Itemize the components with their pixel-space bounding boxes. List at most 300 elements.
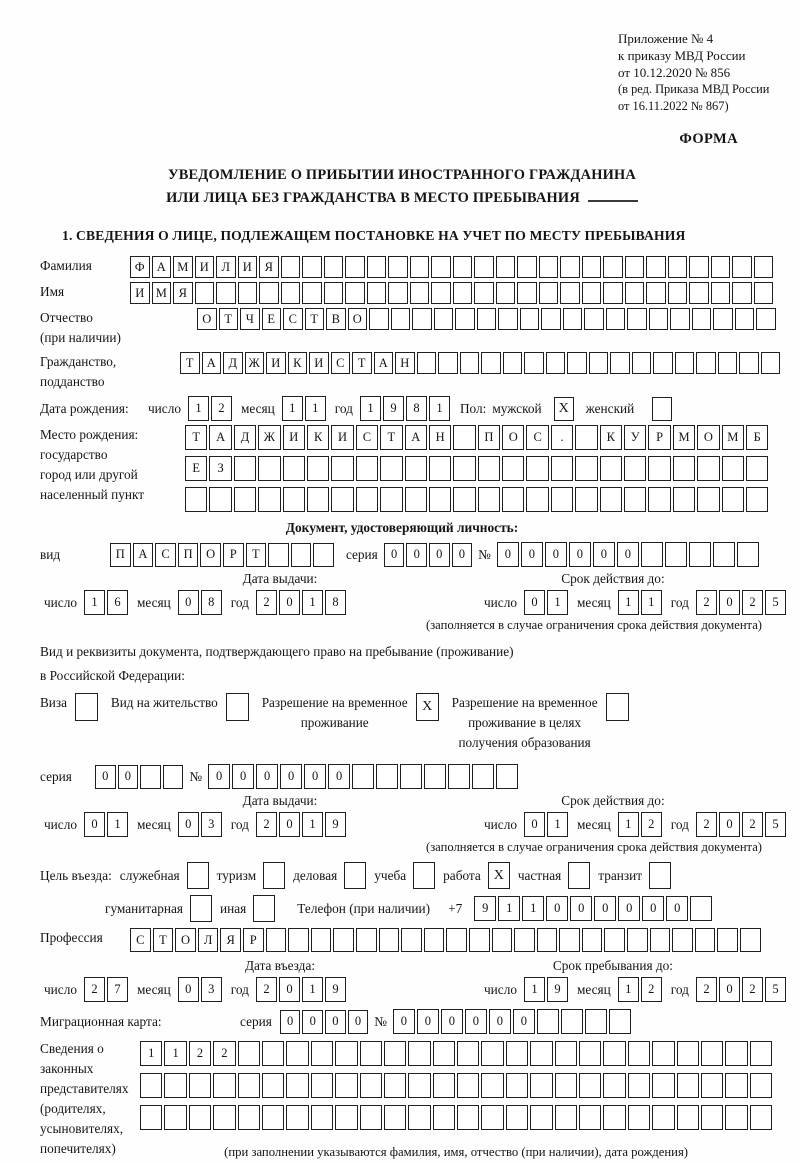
char-cell[interactable]: 0 [232,764,254,789]
char-cell[interactable] [238,1105,260,1130]
char-cell[interactable]: 1 [522,896,544,921]
char-cell[interactable]: Е [262,308,282,330]
char-cell[interactable] [259,282,279,304]
char-cell[interactable]: О [697,425,719,450]
purpose-option-checkbox[interactable] [568,862,590,889]
char-cell[interactable]: 0 [441,1009,463,1034]
char-cell[interactable] [367,282,387,304]
char-cell[interactable]: 0 [406,543,427,567]
char-cell[interactable]: 2 [256,590,277,615]
char-cell[interactable] [481,1041,503,1066]
char-cell[interactable] [648,487,670,512]
char-cell[interactable] [335,1073,357,1098]
char-cell[interactable] [380,487,402,512]
char-cell[interactable] [331,456,353,481]
sex-female-checkbox[interactable] [652,397,672,421]
char-cell[interactable] [649,308,669,330]
char-cell[interactable]: С [283,308,303,330]
char-cell[interactable]: 9 [547,977,568,1002]
char-cell[interactable]: О [348,308,368,330]
char-cell[interactable] [673,487,695,512]
char-cell[interactable]: Д [223,352,243,374]
char-cell[interactable] [735,308,755,330]
char-cell[interactable] [546,352,566,374]
char-cell[interactable]: 0 [593,542,615,567]
char-cell[interactable] [603,256,623,278]
char-cell[interactable] [754,256,774,278]
char-cell[interactable] [517,256,537,278]
char-cell[interactable]: 0 [208,764,230,789]
char-cell[interactable] [750,1105,772,1130]
char-cell[interactable] [697,487,719,512]
char-cell[interactable] [582,928,603,952]
char-cell[interactable] [352,764,374,789]
char-cell[interactable] [291,543,312,567]
char-cell[interactable] [424,764,446,789]
char-cell[interactable] [524,352,544,374]
char-cell[interactable]: 0 [489,1009,511,1034]
char-cell[interactable] [367,256,387,278]
char-cell[interactable] [213,1105,235,1130]
char-cell[interactable] [560,256,580,278]
char-cell[interactable]: Р [243,928,264,952]
char-cell[interactable]: К [307,425,329,450]
char-cell[interactable] [579,1041,601,1066]
char-cell[interactable]: Я [259,256,279,278]
char-cell[interactable] [761,352,781,374]
char-cell[interactable]: Я [220,928,241,952]
char-cell[interactable] [335,1105,357,1130]
char-cell[interactable]: 5 [765,977,786,1002]
char-cell[interactable] [469,928,490,952]
purpose-option-checkbox[interactable] [413,862,435,889]
char-cell[interactable]: Л [198,928,219,952]
char-cell[interactable] [234,487,256,512]
char-cell[interactable] [234,456,256,481]
char-cell[interactable] [434,308,454,330]
char-cell[interactable] [400,764,422,789]
char-cell[interactable] [603,1073,625,1098]
char-cell[interactable] [492,928,513,952]
char-cell[interactable]: Т [180,352,200,374]
char-cell[interactable] [478,487,500,512]
char-cell[interactable] [575,487,597,512]
residence-option-checkbox[interactable] [606,693,629,721]
char-cell[interactable]: П [478,425,500,450]
purpose-option-checkbox[interactable] [344,862,366,889]
char-cell[interactable]: 0 [546,896,568,921]
char-cell[interactable] [677,1073,699,1098]
char-cell[interactable] [311,1105,333,1130]
char-cell[interactable] [286,1041,308,1066]
char-cell[interactable] [384,1041,406,1066]
char-cell[interactable] [559,928,580,952]
residence-option-checkbox[interactable] [75,693,98,721]
char-cell[interactable] [433,1073,455,1098]
sex-male-checkbox[interactable]: X [554,397,574,421]
char-cell[interactable]: И [130,282,150,304]
char-cell[interactable] [537,928,558,952]
char-cell[interactable] [379,928,400,952]
char-cell[interactable] [625,256,645,278]
char-cell[interactable]: 0 [429,543,450,567]
char-cell[interactable]: 2 [742,590,763,615]
char-cell[interactable] [345,256,365,278]
char-cell[interactable]: С [331,352,351,374]
char-cell[interactable]: 9 [383,396,404,421]
char-cell[interactable]: 9 [474,896,496,921]
char-cell[interactable] [429,487,451,512]
char-cell[interactable] [701,1073,723,1098]
char-cell[interactable] [283,456,305,481]
char-cell[interactable] [209,487,231,512]
char-cell[interactable]: Т [219,308,239,330]
char-cell[interactable] [732,256,752,278]
char-cell[interactable]: 0 [95,765,116,789]
char-cell[interactable] [648,456,670,481]
char-cell[interactable]: 0 [280,1010,301,1034]
char-cell[interactable]: О [502,425,524,450]
char-cell[interactable] [286,1105,308,1130]
purpose-option-checkbox[interactable]: X [488,862,510,889]
char-cell[interactable] [307,487,329,512]
char-cell[interactable] [652,1073,674,1098]
char-cell[interactable]: И [331,425,353,450]
char-cell[interactable]: Б [746,425,768,450]
char-cell[interactable]: 0 [118,765,139,789]
char-cell[interactable] [410,256,430,278]
char-cell[interactable] [737,542,759,567]
char-cell[interactable] [302,282,322,304]
char-cell[interactable]: 2 [696,812,717,837]
char-cell[interactable]: 0 [594,896,616,921]
char-cell[interactable] [324,256,344,278]
char-cell[interactable] [433,1041,455,1066]
char-cell[interactable] [345,282,365,304]
char-cell[interactable] [216,282,236,304]
char-cell[interactable] [517,282,537,304]
char-cell[interactable] [689,282,709,304]
char-cell[interactable] [311,1041,333,1066]
char-cell[interactable] [438,352,458,374]
char-cell[interactable] [582,256,602,278]
char-cell[interactable] [650,928,671,952]
char-cell[interactable] [756,308,776,330]
char-cell[interactable]: 0 [521,542,543,567]
char-cell[interactable]: 2 [641,977,662,1002]
char-cell[interactable] [453,456,475,481]
char-cell[interactable] [185,487,207,512]
char-cell[interactable]: Ж [258,425,280,450]
char-cell[interactable] [281,282,301,304]
char-cell[interactable]: А [209,425,231,450]
char-cell[interactable]: 2 [256,812,277,837]
char-cell[interactable] [453,425,475,450]
char-cell[interactable]: 0 [524,590,545,615]
char-cell[interactable] [555,1105,577,1130]
char-cell[interactable] [163,765,184,789]
char-cell[interactable]: И [266,352,286,374]
char-cell[interactable] [627,928,648,952]
char-cell[interactable]: 1 [302,590,323,615]
char-cell[interactable] [646,256,666,278]
char-cell[interactable] [503,352,523,374]
char-cell[interactable] [722,487,744,512]
char-cell[interactable] [652,1041,674,1066]
char-cell[interactable] [307,456,329,481]
char-cell[interactable]: П [178,543,199,567]
char-cell[interactable] [164,1105,186,1130]
char-cell[interactable] [530,1105,552,1130]
char-cell[interactable] [502,456,524,481]
char-cell[interactable]: 1 [360,396,381,421]
purpose-option-checkbox[interactable] [190,895,212,922]
char-cell[interactable] [268,543,289,567]
char-cell[interactable] [457,1105,479,1130]
char-cell[interactable]: О [197,308,217,330]
char-cell[interactable] [514,928,535,952]
char-cell[interactable]: 1 [107,812,128,837]
char-cell[interactable]: 2 [189,1041,211,1066]
char-cell[interactable] [474,282,494,304]
char-cell[interactable] [725,1041,747,1066]
char-cell[interactable]: 0 [465,1009,487,1034]
char-cell[interactable]: 0 [545,542,567,567]
char-cell[interactable]: 0 [279,977,300,1002]
char-cell[interactable] [701,1105,723,1130]
char-cell[interactable] [506,1105,528,1130]
purpose-option-checkbox[interactable] [263,862,285,889]
char-cell[interactable] [502,487,524,512]
char-cell[interactable]: Ф [130,256,150,278]
char-cell[interactable] [391,308,411,330]
char-cell[interactable] [446,928,467,952]
char-cell[interactable]: Т [352,352,372,374]
char-cell[interactable]: 0 [393,1009,415,1034]
char-cell[interactable] [701,1041,723,1066]
char-cell[interactable] [140,1105,162,1130]
char-cell[interactable] [506,1073,528,1098]
char-cell[interactable] [388,282,408,304]
char-cell[interactable] [584,308,604,330]
residence-option-checkbox[interactable] [226,693,249,721]
char-cell[interactable] [526,456,548,481]
char-cell[interactable] [646,282,666,304]
char-cell[interactable]: 0 [513,1009,535,1034]
char-cell[interactable]: А [374,352,394,374]
char-cell[interactable] [453,256,473,278]
char-cell[interactable]: 9 [325,812,346,837]
char-cell[interactable] [539,256,559,278]
char-cell[interactable]: А [152,256,172,278]
char-cell[interactable] [689,256,709,278]
char-cell[interactable]: Н [395,352,415,374]
char-cell[interactable] [668,282,688,304]
char-cell[interactable] [697,456,719,481]
char-cell[interactable]: 1 [164,1041,186,1066]
char-cell[interactable]: Л [216,256,236,278]
char-cell[interactable] [561,1009,583,1034]
char-cell[interactable] [739,352,759,374]
char-cell[interactable] [675,352,695,374]
char-cell[interactable]: 2 [256,977,277,1002]
char-cell[interactable] [603,1105,625,1130]
char-cell[interactable]: 0 [570,896,592,921]
char-cell[interactable] [725,1105,747,1130]
char-cell[interactable]: А [133,543,154,567]
char-cell[interactable] [481,352,501,374]
char-cell[interactable] [711,256,731,278]
char-cell[interactable] [288,928,309,952]
char-cell[interactable] [750,1073,772,1098]
char-cell[interactable]: Ж [245,352,265,374]
char-cell[interactable]: 0 [719,977,740,1002]
char-cell[interactable] [140,765,161,789]
char-cell[interactable]: 1 [188,396,209,421]
char-cell[interactable] [408,1041,430,1066]
char-cell[interactable]: 3 [201,977,222,1002]
char-cell[interactable] [356,928,377,952]
char-cell[interactable] [481,1073,503,1098]
char-cell[interactable]: А [405,425,427,450]
char-cell[interactable] [603,282,623,304]
char-cell[interactable] [722,456,744,481]
char-cell[interactable] [665,542,687,567]
char-cell[interactable] [496,282,516,304]
char-cell[interactable]: О [200,543,221,567]
char-cell[interactable]: 0 [617,542,639,567]
char-cell[interactable] [585,1009,607,1034]
char-cell[interactable]: 0 [719,590,740,615]
char-cell[interactable] [579,1105,601,1130]
char-cell[interactable] [424,928,445,952]
char-cell[interactable] [625,282,645,304]
char-cell[interactable]: В [326,308,346,330]
char-cell[interactable] [582,282,602,304]
char-cell[interactable] [311,928,332,952]
char-cell[interactable]: 1 [618,590,639,615]
char-cell[interactable]: 1 [618,977,639,1002]
purpose-option-checkbox[interactable] [649,862,671,889]
char-cell[interactable] [335,1041,357,1066]
char-cell[interactable]: 8 [201,590,222,615]
char-cell[interactable] [624,487,646,512]
char-cell[interactable]: У [624,425,646,450]
char-cell[interactable]: 8 [325,590,346,615]
char-cell[interactable] [460,352,480,374]
char-cell[interactable] [711,282,731,304]
char-cell[interactable] [555,1073,577,1098]
char-cell[interactable]: 0 [280,764,302,789]
char-cell[interactable]: 0 [279,590,300,615]
char-cell[interactable]: 2 [742,977,763,1002]
char-cell[interactable] [457,1041,479,1066]
char-cell[interactable] [388,256,408,278]
char-cell[interactable] [652,1105,674,1130]
char-cell[interactable] [401,928,422,952]
char-cell[interactable]: И [238,256,258,278]
char-cell[interactable]: О [175,928,196,952]
char-cell[interactable] [750,1041,772,1066]
char-cell[interactable]: 1 [140,1041,162,1066]
char-cell[interactable] [530,1041,552,1066]
char-cell[interactable] [412,308,432,330]
char-cell[interactable]: М [173,256,193,278]
char-cell[interactable]: М [673,425,695,450]
char-cell[interactable] [405,487,427,512]
char-cell[interactable] [333,928,354,952]
char-cell[interactable]: Т [380,425,402,450]
char-cell[interactable]: С [155,543,176,567]
char-cell[interactable]: Е [185,456,207,481]
char-cell[interactable] [238,282,258,304]
char-cell[interactable]: 7 [107,977,128,1002]
char-cell[interactable] [455,308,475,330]
char-cell[interactable] [360,1073,382,1098]
char-cell[interactable] [266,928,287,952]
char-cell[interactable] [718,352,738,374]
char-cell[interactable]: А [202,352,222,374]
char-cell[interactable] [431,256,451,278]
char-cell[interactable]: Т [246,543,267,567]
char-cell[interactable]: 1 [524,977,545,1002]
char-cell[interactable] [746,456,768,481]
char-cell[interactable]: 2 [213,1041,235,1066]
char-cell[interactable]: Ч [240,308,260,330]
char-cell[interactable] [369,308,389,330]
char-cell[interactable]: 1 [282,396,303,421]
char-cell[interactable] [384,1073,406,1098]
char-cell[interactable] [408,1073,430,1098]
char-cell[interactable]: Д [234,425,256,450]
char-cell[interactable] [673,456,695,481]
char-cell[interactable] [541,308,561,330]
char-cell[interactable]: 1 [547,812,568,837]
char-cell[interactable]: П [110,543,131,567]
purpose-option-checkbox[interactable] [187,862,209,889]
char-cell[interactable]: 1 [547,590,568,615]
char-cell[interactable] [478,456,500,481]
char-cell[interactable]: 0 [417,1009,439,1034]
char-cell[interactable]: 0 [178,812,199,837]
char-cell[interactable]: 0 [497,542,519,567]
char-cell[interactable]: 2 [696,977,717,1002]
char-cell[interactable] [725,1073,747,1098]
char-cell[interactable]: И [309,352,329,374]
char-cell[interactable] [313,543,334,567]
char-cell[interactable] [567,352,587,374]
char-cell[interactable] [498,308,518,330]
char-cell[interactable] [604,928,625,952]
char-cell[interactable] [526,487,548,512]
char-cell[interactable] [713,308,733,330]
char-cell[interactable] [238,1073,260,1098]
char-cell[interactable]: Н [429,425,451,450]
char-cell[interactable] [689,542,711,567]
char-cell[interactable] [140,1073,162,1098]
char-cell[interactable] [283,487,305,512]
char-cell[interactable]: Я [173,282,193,304]
char-cell[interactable]: 0 [348,1010,369,1034]
char-cell[interactable]: Т [153,928,174,952]
char-cell[interactable] [477,308,497,330]
char-cell[interactable] [433,1105,455,1130]
char-cell[interactable] [717,928,738,952]
char-cell[interactable]: 1 [641,590,662,615]
char-cell[interactable]: 2 [211,396,232,421]
char-cell[interactable] [600,456,622,481]
char-cell[interactable] [539,282,559,304]
